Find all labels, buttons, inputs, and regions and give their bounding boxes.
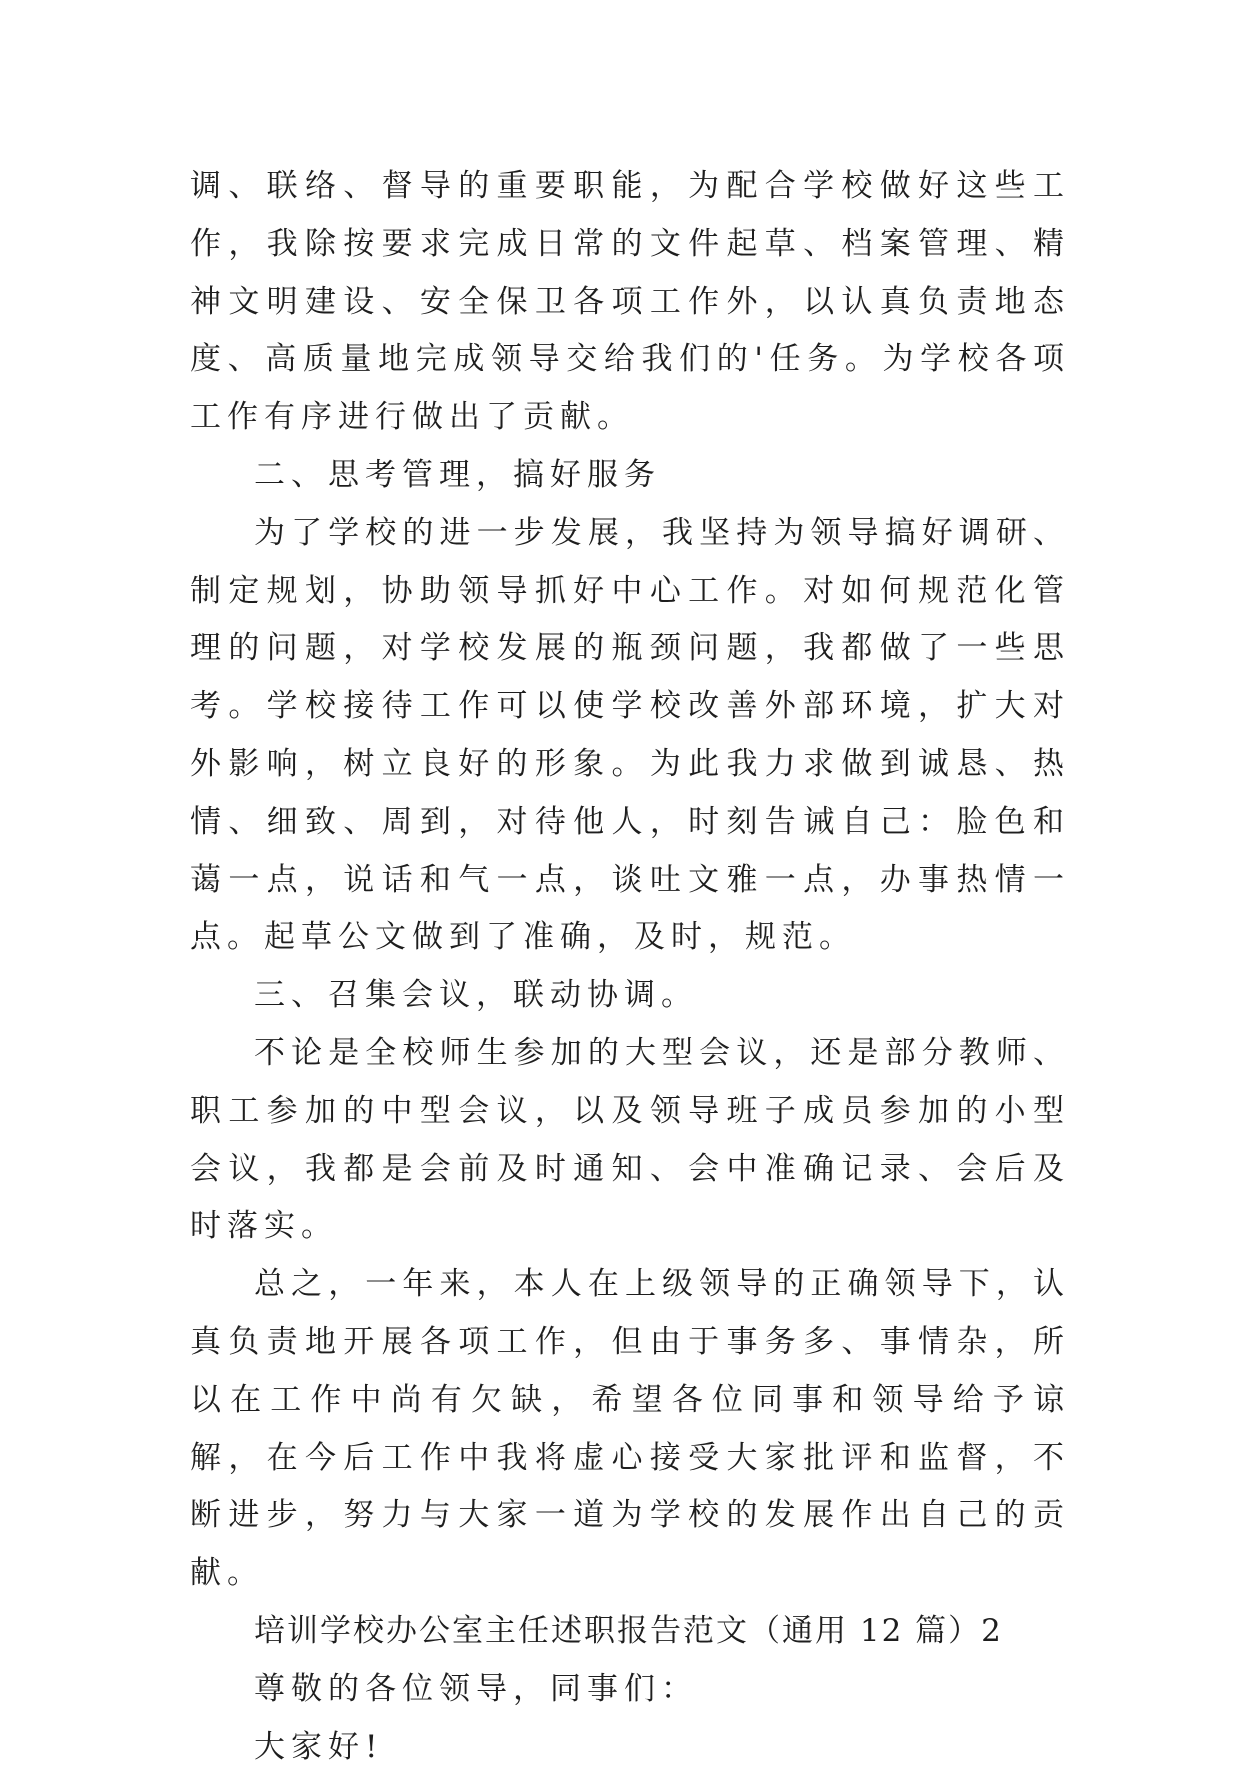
greeting: 大家好! xyxy=(254,1728,384,1765)
section-heading-2: 二、思考管理，搞好服务 xyxy=(254,456,661,493)
document-body xyxy=(190,158,1070,1776)
paragraph-duties-continued: 调、联络、督导的重要职能，为配合学校做好这些工作，我除按要求完成日常的文件起草、档案管理、精神文明建设、安全保卫各项工作外，以认真负责地态度、高质量地完成领导交给我们的'任务。为学校各项工作有序进行做出了贡献。 xyxy=(190,168,1070,436)
paragraph-management-service: 为了学校的进一步发展，我坚持为领导搞好调研、制定规划，协助领导抓好中心工作。对如何规范化管理的问题，对学校发展的瓶颈问题，我都做了一些思考。学校接待工作可以使学校改善外部环境，扩大对外影响，树立良好的形象。为此我力求做到诚恳、热情、细致、周到，对待他人，时刻告诫自己：脸色和蔼一点，说话和气一点，谈吐文雅一点，办事热情一点。起草公文做到了准确，及时，规范。 xyxy=(190,514,1070,956)
report-title-2: 培训学校办公室主任述职报告范文（通用 12 篇）2 xyxy=(254,1612,1003,1649)
section-heading-3: 三、召集会议，联动协调。 xyxy=(254,977,698,1014)
salutation: 尊敬的各位领导，同事们： xyxy=(254,1670,698,1707)
paragraph-meetings: 不论是全校师生参加的大型会议，还是部分教师、职工参加的中型会议，以及领导班子成员参加的小型会议，我都是会前及时通知、会中准确记录、会后及时落实。 xyxy=(190,1034,1070,1245)
paragraph-summary: 总之，一年来，本人在上级领导的正确领导下，认真负责地开展各项工作，但由于事务多、事情杂，所以在工作中尚有欠缺，希望各位同事和领导给予谅解，在今后工作中我将虚心接受大家批评和监督，不断进步，努力与大家一道为学校的发展作出自己的贡献。 xyxy=(190,1266,1070,1592)
